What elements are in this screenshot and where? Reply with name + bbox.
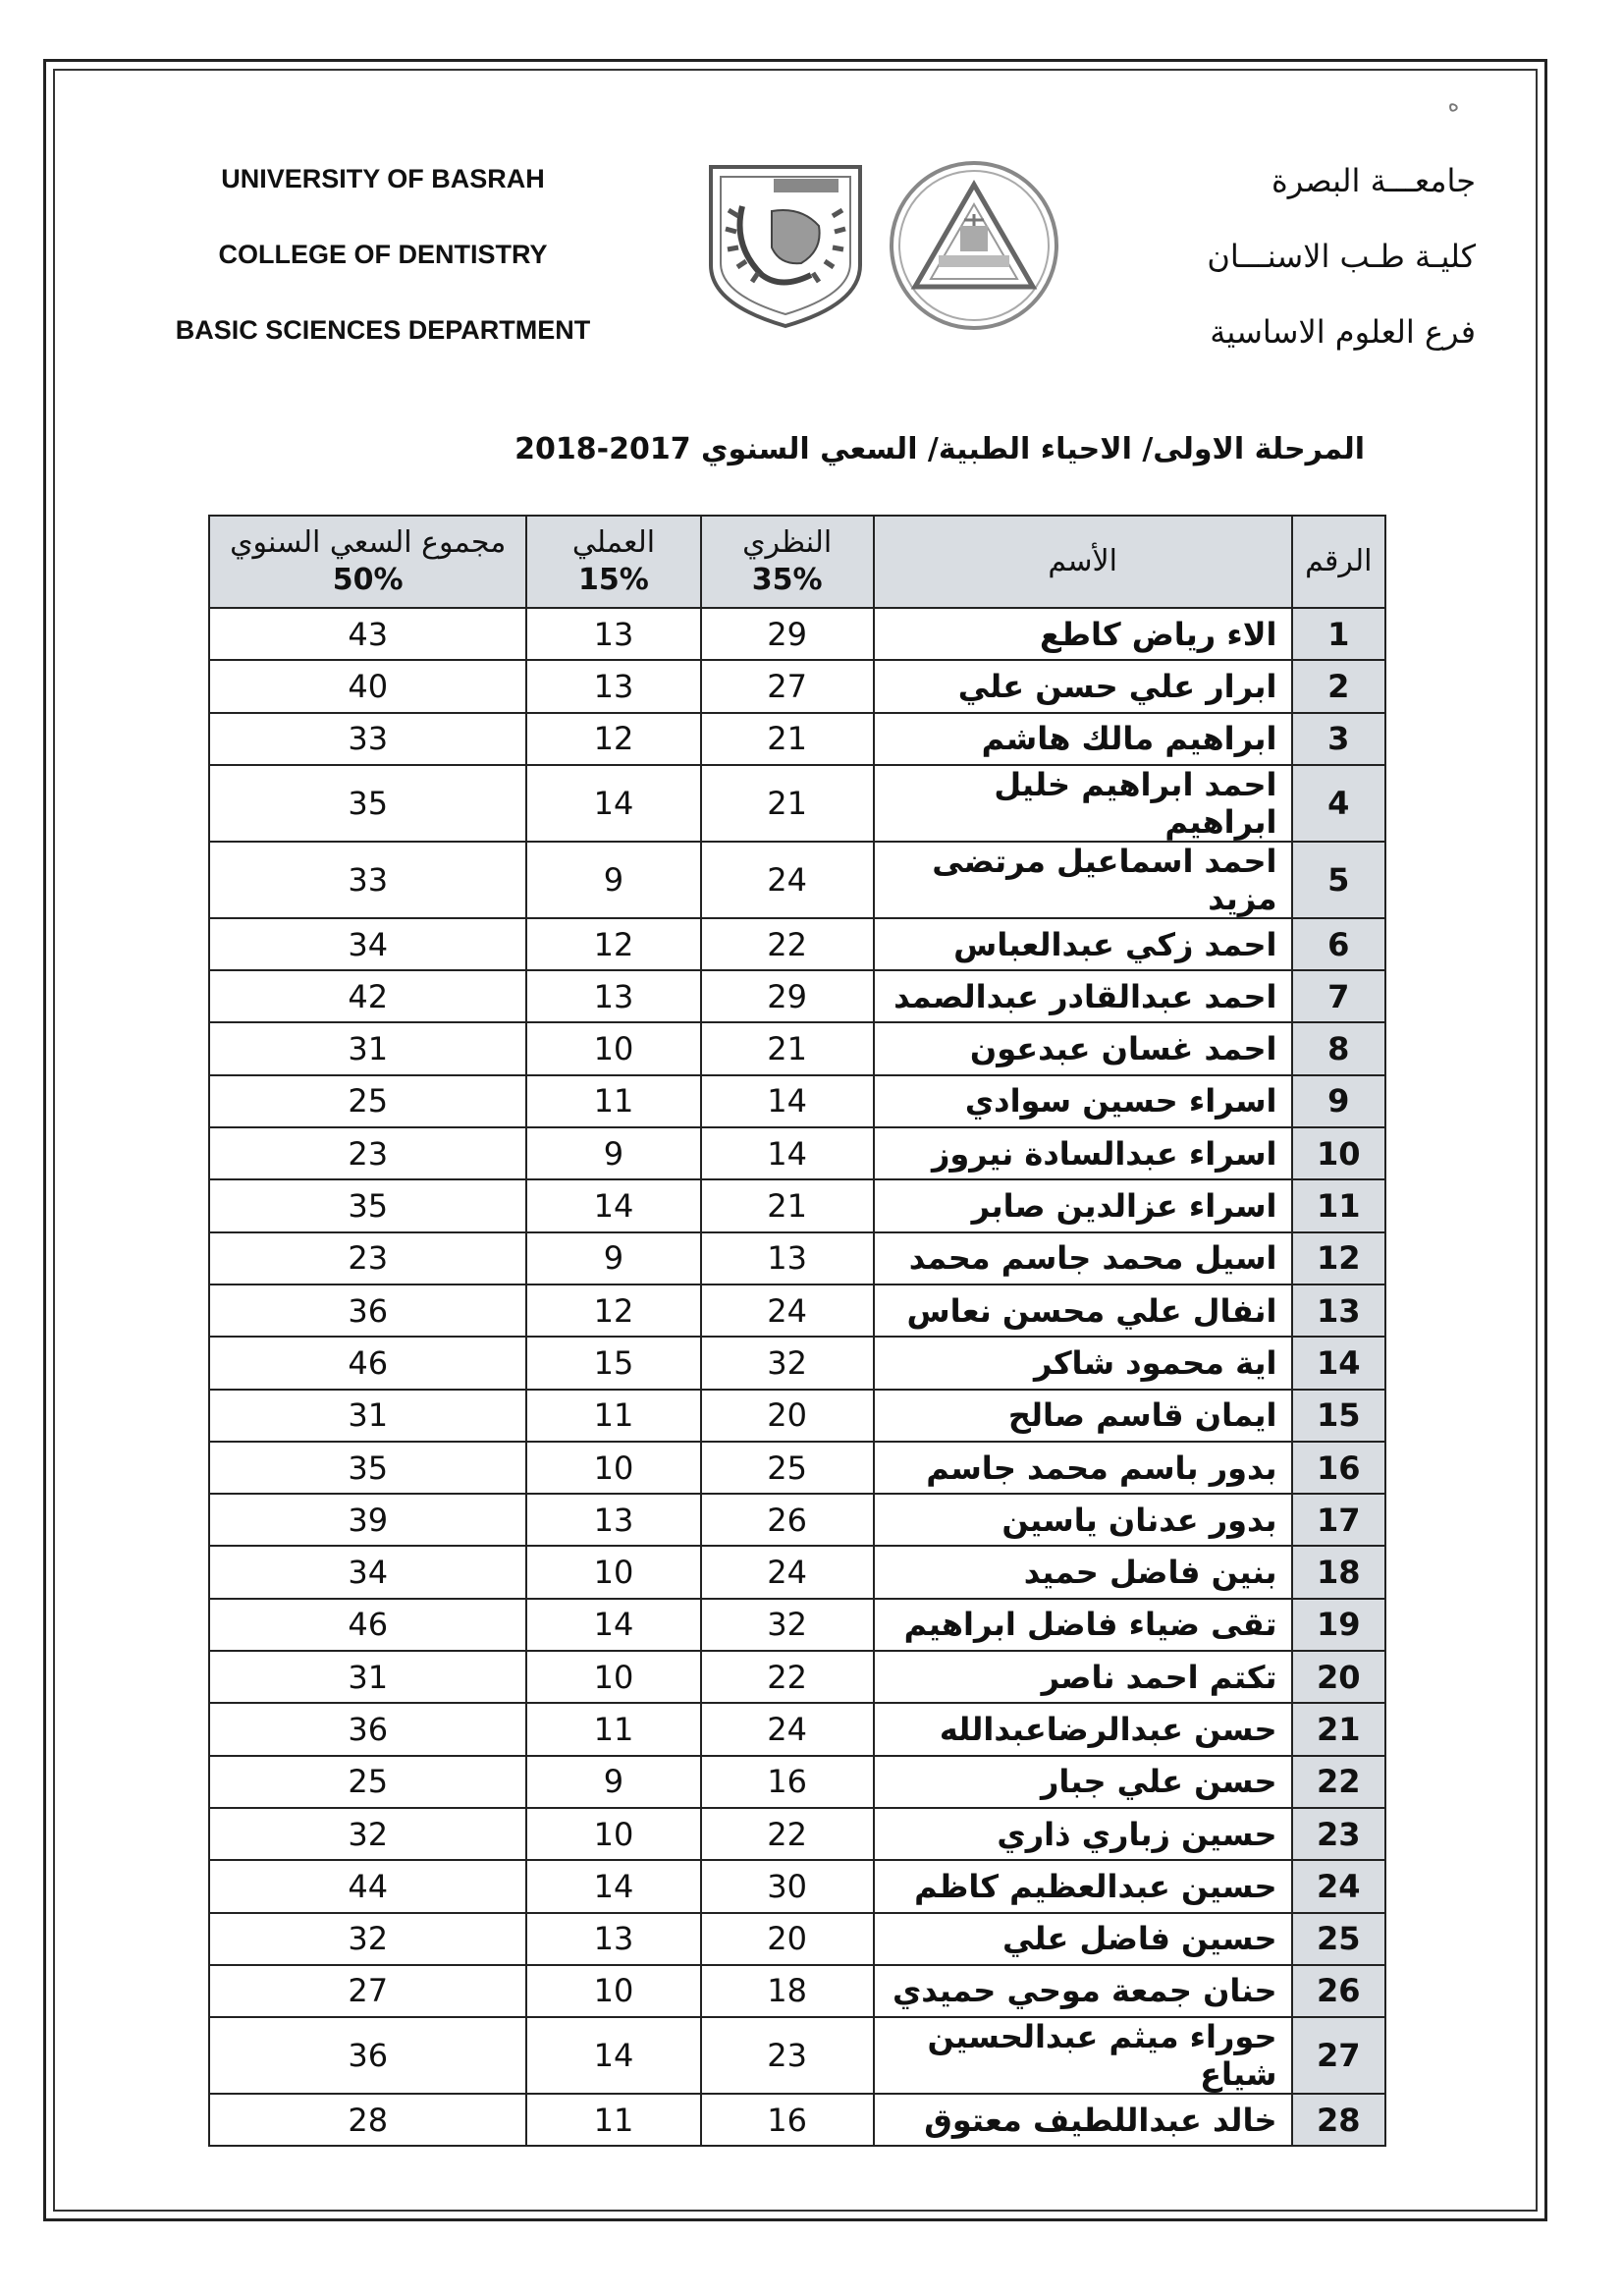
cell-number: 10 [1292, 1127, 1385, 1179]
cell-practical: 11 [526, 1075, 700, 1127]
cell-theory: 18 [701, 1965, 874, 2017]
cell-number: 20 [1292, 1651, 1385, 1703]
cell-theory: 24 [701, 842, 874, 918]
cell-practical: 10 [526, 1808, 700, 1860]
table-row [209, 1285, 1385, 1337]
cell-theory: 20 [701, 1913, 874, 1965]
table-row [209, 1232, 1385, 1285]
cell-theory: 24 [701, 1546, 874, 1598]
cell-theory: 32 [701, 1599, 874, 1651]
cell-theory: 26 [701, 1494, 874, 1546]
cell-theory: 24 [701, 1285, 874, 1337]
cell-total: 36 [209, 1285, 526, 1337]
cell-number: 18 [1292, 1546, 1385, 1598]
table-row [209, 1756, 1385, 1808]
cell-name: حوراء ميثم عبدالحسين شياع [874, 2017, 1292, 2094]
cell-name: احمد عبدالقادر عبدالصمد [874, 970, 1292, 1022]
cell-practical: 10 [526, 1965, 700, 2017]
cell-name: الاء رياض كاطع [874, 608, 1292, 660]
table-row [209, 608, 1385, 660]
cell-total: 23 [209, 1232, 526, 1285]
cell-total: 25 [209, 1075, 526, 1127]
cell-theory: 22 [701, 1808, 874, 1860]
cell-name: ايمان قاسم صالح [874, 1390, 1292, 1442]
cell-number: 17 [1292, 1494, 1385, 1546]
cell-name: حسين زباري ذاري [874, 1808, 1292, 1860]
table-row [209, 1337, 1385, 1389]
cell-theory: 14 [701, 1075, 874, 1127]
table-row [209, 1651, 1385, 1703]
cell-number: 1 [1292, 608, 1385, 660]
cell-total: 40 [209, 660, 526, 712]
cell-practical: 13 [526, 660, 700, 712]
cell-name: احمد غسان عبدعون [874, 1022, 1292, 1074]
cell-total: 31 [209, 1390, 526, 1442]
cell-theory: 22 [701, 918, 874, 970]
cell-total: 39 [209, 1494, 526, 1546]
table-row [209, 2094, 1385, 2146]
cell-theory: 13 [701, 1232, 874, 1285]
arabic-university-name: جامعـــة البصرة [1271, 162, 1476, 199]
cell-total: 42 [209, 970, 526, 1022]
english-college-name: COLLEGE OF DENTISTRY [218, 240, 548, 269]
cell-total: 33 [209, 842, 526, 918]
cell-theory: 24 [701, 1703, 874, 1755]
table-row [209, 842, 1385, 918]
table-row [209, 1546, 1385, 1598]
cell-practical: 9 [526, 842, 700, 918]
cell-total: 36 [209, 1703, 526, 1755]
cell-total: 35 [209, 1442, 526, 1494]
cell-total: 35 [209, 1179, 526, 1231]
cell-total: 27 [209, 1965, 526, 2017]
cell-name: احمد زكي عبدالعباس [874, 918, 1292, 970]
cell-total: 43 [209, 608, 526, 660]
cell-name: اية محمود شاكر [874, 1337, 1292, 1389]
cell-name: اسراء عبدالسادة نيروز [874, 1127, 1292, 1179]
cell-name: بنين فاضل حميد [874, 1546, 1292, 1598]
cell-name: احمد اسماعيل مرتضى مزيد [874, 842, 1292, 918]
cell-number: 9 [1292, 1075, 1385, 1127]
table-row [209, 713, 1385, 765]
cell-number: 25 [1292, 1913, 1385, 1965]
cell-practical: 14 [526, 1599, 700, 1651]
cell-number: 2 [1292, 660, 1385, 712]
cell-practical: 9 [526, 1127, 700, 1179]
cell-number: 15 [1292, 1390, 1385, 1442]
cell-practical: 11 [526, 2094, 700, 2146]
cell-number: 13 [1292, 1285, 1385, 1337]
cell-name: حسن عبدالرضاعبدالله [874, 1703, 1292, 1755]
cell-number: 5 [1292, 842, 1385, 918]
cell-number: 24 [1292, 1860, 1385, 1912]
cell-theory: 21 [701, 765, 874, 842]
cell-total: 33 [209, 713, 526, 765]
handwritten-page-mark: ﻩ [1444, 91, 1462, 118]
cell-theory: 21 [701, 1022, 874, 1074]
header-number [1292, 516, 1385, 608]
cell-practical: 9 [526, 1232, 700, 1285]
english-department-name: BASIC SCIENCES DEPARTMENT [175, 315, 591, 345]
cell-theory: 27 [701, 660, 874, 712]
cell-total: 34 [209, 1546, 526, 1598]
table-row [209, 1599, 1385, 1651]
cell-theory: 30 [701, 1860, 874, 1912]
cell-number: 6 [1292, 918, 1385, 970]
cell-theory: 29 [701, 608, 874, 660]
table-row [209, 660, 1385, 712]
cell-name: خالد عبداللطيف معتوق [874, 2094, 1292, 2146]
cell-theory: 20 [701, 1390, 874, 1442]
cell-practical: 12 [526, 918, 700, 970]
cell-number: 26 [1292, 1965, 1385, 2017]
cell-total: 23 [209, 1127, 526, 1179]
cell-name: اسراء حسين سوادي [874, 1075, 1292, 1127]
cell-total: 31 [209, 1651, 526, 1703]
cell-number: 8 [1292, 1022, 1385, 1074]
cell-name: اسراء عزالدين صابر [874, 1179, 1292, 1231]
cell-number: 11 [1292, 1179, 1385, 1231]
cell-practical: 15 [526, 1337, 700, 1389]
table-row [209, 1494, 1385, 1546]
header-total-percent: 50% [332, 563, 404, 597]
header-total [209, 516, 526, 608]
cell-name: بدور عدنان ياسين [874, 1494, 1292, 1546]
cell-theory: 21 [701, 713, 874, 765]
table-row [209, 1127, 1385, 1179]
header-practical [526, 516, 700, 608]
header-name [874, 516, 1292, 608]
cell-theory: 16 [701, 2094, 874, 2146]
cell-practical: 14 [526, 765, 700, 842]
table-row [209, 765, 1385, 842]
cell-practical: 14 [526, 1179, 700, 1231]
cell-total: 46 [209, 1599, 526, 1651]
cell-practical: 13 [526, 970, 700, 1022]
grades-table [208, 515, 1386, 2147]
arabic-college-name: كليـة طـب الاسنـــان [1207, 238, 1476, 275]
cell-theory: 22 [701, 1651, 874, 1703]
cell-number: 22 [1292, 1756, 1385, 1808]
header-theory [701, 516, 874, 608]
cell-number: 27 [1292, 2017, 1385, 2094]
table-row [209, 1860, 1385, 1912]
cell-number: 12 [1292, 1232, 1385, 1285]
cell-name: انفال علي محسن نعاس [874, 1285, 1292, 1337]
cell-practical: 10 [526, 1651, 700, 1703]
cell-theory: 16 [701, 1756, 874, 1808]
cell-theory: 14 [701, 1127, 874, 1179]
cell-total: 28 [209, 2094, 526, 2146]
cell-number: 23 [1292, 1808, 1385, 1860]
cell-practical: 10 [526, 1022, 700, 1074]
table-header-row [209, 516, 1385, 608]
cell-total: 46 [209, 1337, 526, 1389]
cell-practical: 12 [526, 713, 700, 765]
cell-name: اسيل محمد جاسم محمد [874, 1232, 1292, 1285]
header-name-label: الأسم [1048, 544, 1117, 578]
cell-number: 28 [1292, 2094, 1385, 2146]
cell-total: 32 [209, 1808, 526, 1860]
header-practical-label: العملي [571, 525, 656, 560]
cell-total: 32 [209, 1913, 526, 1965]
table-row [209, 1913, 1385, 1965]
cell-total: 35 [209, 765, 526, 842]
university-seal-icon [892, 163, 1056, 328]
header-total-label: مجموع السعي السنوي [230, 525, 507, 560]
cell-total: 25 [209, 1756, 526, 1808]
cell-practical: 14 [526, 1860, 700, 1912]
logos [703, 157, 1066, 334]
cell-theory: 29 [701, 970, 874, 1022]
table-row [209, 1965, 1385, 2017]
cell-practical: 12 [526, 1285, 700, 1337]
english-header [175, 157, 591, 384]
header-theory-label: النظري [742, 525, 833, 560]
table-row [209, 970, 1385, 1022]
cell-total: 36 [209, 2017, 526, 2094]
table-row [209, 1022, 1385, 1074]
cell-theory: 32 [701, 1337, 874, 1389]
cell-number: 21 [1292, 1703, 1385, 1755]
cell-name: حسن علي جبار [874, 1756, 1292, 1808]
cell-total: 31 [209, 1022, 526, 1074]
cell-practical: 11 [526, 1390, 700, 1442]
cell-theory: 23 [701, 2017, 874, 2094]
cell-name: بدور باسم محمد جاسم [874, 1442, 1292, 1494]
cell-name: ابرار علي حسن علي [874, 660, 1292, 712]
cell-name: حسين عبدالعظيم كاظم [874, 1860, 1292, 1912]
cell-name: ابراهيم مالك هاشم [874, 713, 1292, 765]
cell-number: 14 [1292, 1337, 1385, 1389]
cell-practical: 9 [526, 1756, 700, 1808]
header-practical-percent: 15% [578, 563, 649, 597]
cell-name: تكتم احمد ناصر [874, 1651, 1292, 1703]
cell-number: 4 [1292, 765, 1385, 842]
cell-total: 34 [209, 918, 526, 970]
table-row [209, 1179, 1385, 1231]
header-theory-percent: 35% [751, 563, 823, 597]
cell-theory: 25 [701, 1442, 874, 1494]
cell-number: 16 [1292, 1442, 1385, 1494]
table-row [209, 1703, 1385, 1755]
cell-practical: 13 [526, 1913, 700, 1965]
table-row [209, 1442, 1385, 1494]
header-number-label: الرقم [1305, 544, 1373, 578]
cell-number: 7 [1292, 970, 1385, 1022]
arabic-department-name: فرع العلوم الاساسية [1210, 313, 1476, 351]
cell-practical: 11 [526, 1703, 700, 1755]
cell-practical: 10 [526, 1546, 700, 1598]
table-row [209, 918, 1385, 970]
table-row [209, 2017, 1385, 2094]
cell-name: حسين فاضل علي [874, 1913, 1292, 1965]
cell-practical: 14 [526, 2017, 700, 2094]
table-row [209, 1390, 1385, 1442]
table-row [209, 1075, 1385, 1127]
cell-practical: 13 [526, 608, 700, 660]
cell-practical: 13 [526, 1494, 700, 1546]
cell-name: احمد ابراهيم خليل ابراهيم [874, 765, 1292, 842]
document-title: المرحلة الاولى/ الاحياء الطبية/ السعي السنوي 2017-2018 [514, 432, 1365, 466]
table-row [209, 1808, 1385, 1860]
english-university-name: UNIVERSITY OF BASRAH [221, 164, 545, 193]
cell-name: تقى ضياء فاضل ابراهيم [874, 1599, 1292, 1651]
cell-name: حنان جمعة موحي حميدي [874, 1965, 1292, 2017]
cell-total: 44 [209, 1860, 526, 1912]
arabic-header [1152, 159, 1476, 386]
cell-number: 19 [1292, 1599, 1385, 1651]
college-crest-icon [711, 167, 860, 326]
cell-theory: 21 [701, 1179, 874, 1231]
cell-practical: 10 [526, 1442, 700, 1494]
cell-number: 3 [1292, 713, 1385, 765]
